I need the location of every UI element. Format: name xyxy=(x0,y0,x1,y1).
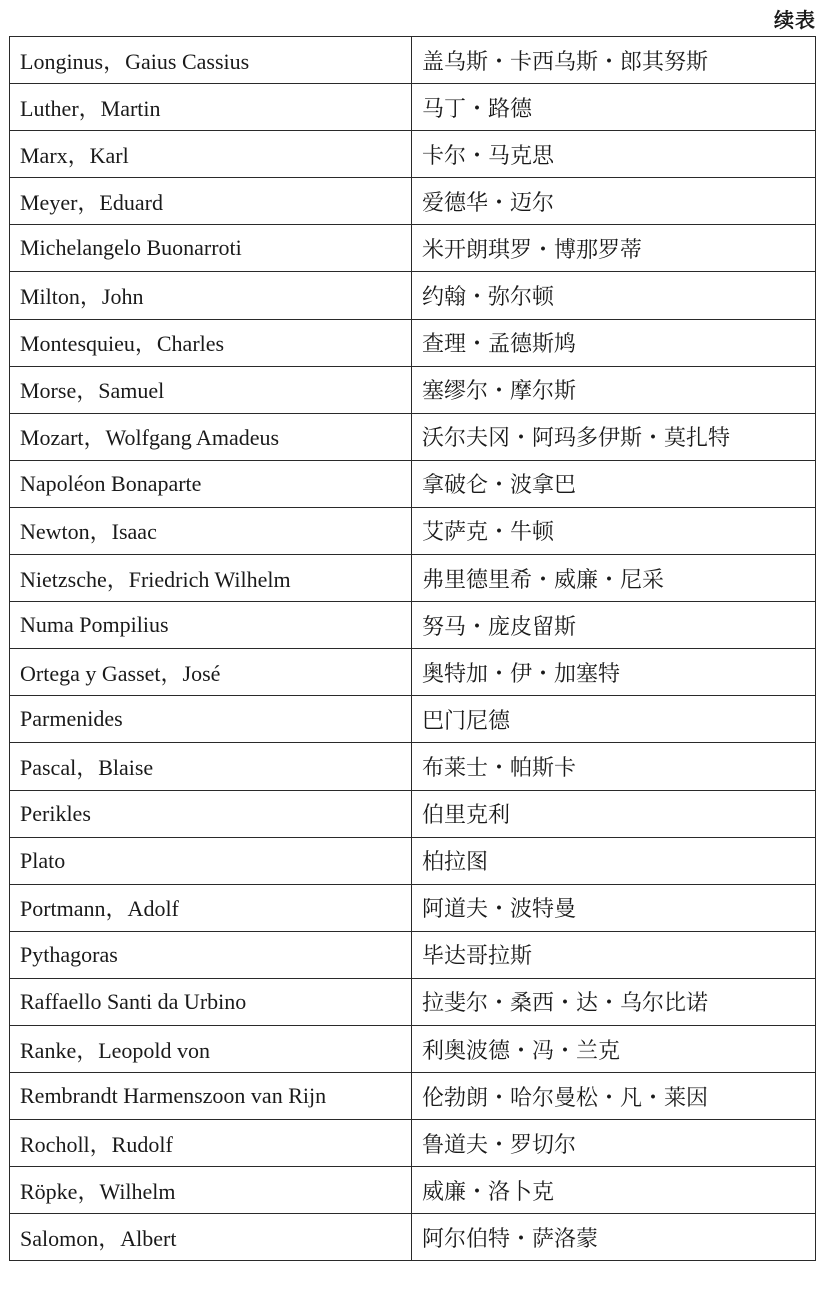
chinese-name-cell: 鲁道夫・罗切尔 xyxy=(412,1120,816,1167)
western-name-cell: Newton，Isaac xyxy=(10,507,412,554)
table-row xyxy=(10,602,816,649)
chinese-name-cell: 艾萨克・牛顿 xyxy=(412,507,816,554)
western-name-cell: Parmenides xyxy=(10,696,412,743)
chinese-name-cell: 爱德华・迈尔 xyxy=(412,178,816,225)
western-name-cell: Plato xyxy=(10,837,412,884)
western-name-cell: Numa Pompilius xyxy=(10,602,412,649)
chinese-name-cell: 卡尔・马克思 xyxy=(412,131,816,178)
western-name-cell: Pascal，Blaise xyxy=(10,743,412,790)
chinese-name-cell: 拿破仑・波拿巴 xyxy=(412,460,816,507)
chinese-name-cell: 弗里德里希・威廉・尼采 xyxy=(412,555,816,602)
table-row xyxy=(10,1073,816,1120)
table-row xyxy=(10,931,816,978)
chinese-name-cell: 约翰・弥尔顿 xyxy=(412,272,816,319)
western-name-cell: Nietzsche，Friedrich Wilhelm xyxy=(10,555,412,602)
table-row xyxy=(10,84,816,131)
table-row xyxy=(10,978,816,1025)
chinese-name-cell: 塞缪尔・摩尔斯 xyxy=(412,366,816,413)
name-translation-table xyxy=(9,36,816,1261)
western-name-cell: Montesquieu，Charles xyxy=(10,319,412,366)
western-name-cell: Marx，Karl xyxy=(10,131,412,178)
western-name-cell: Salomon，Albert xyxy=(10,1214,412,1261)
table-row xyxy=(10,319,816,366)
chinese-name-cell: 奥特加・伊・加塞特 xyxy=(412,649,816,696)
table-row xyxy=(10,555,816,602)
table-row xyxy=(10,507,816,554)
chinese-name-cell: 阿道夫・波特曼 xyxy=(412,884,816,931)
western-name-cell: Portmann，Adolf xyxy=(10,884,412,931)
continued-table-label: 续表 xyxy=(774,8,816,32)
table-row xyxy=(10,790,816,837)
table-row xyxy=(10,649,816,696)
table-row xyxy=(10,696,816,743)
chinese-name-cell: 巴门尼德 xyxy=(412,696,816,743)
table-row xyxy=(10,837,816,884)
chinese-name-cell: 利奥波德・冯・兰克 xyxy=(412,1025,816,1072)
chinese-name-cell: 盖乌斯・卡西乌斯・郎其努斯 xyxy=(412,37,816,84)
chinese-name-cell: 查理・孟德斯鸠 xyxy=(412,319,816,366)
table-body xyxy=(10,37,816,1261)
table-row xyxy=(10,1167,816,1214)
chinese-name-cell: 沃尔夫冈・阿玛多伊斯・莫扎特 xyxy=(412,413,816,460)
western-name-cell: Pythagoras xyxy=(10,931,412,978)
western-name-cell: Rocholl，Rudolf xyxy=(10,1120,412,1167)
chinese-name-cell: 伯里克利 xyxy=(412,790,816,837)
chinese-name-cell: 布莱士・帕斯卡 xyxy=(412,743,816,790)
western-name-cell: Ranke，Leopold von xyxy=(10,1025,412,1072)
chinese-name-cell: 米开朗琪罗・博那罗蒂 xyxy=(412,225,816,272)
western-name-cell: Ortega y Gasset，José xyxy=(10,649,412,696)
table-row xyxy=(10,37,816,84)
table-row xyxy=(10,743,816,790)
western-name-cell: Perikles xyxy=(10,790,412,837)
table-row xyxy=(10,272,816,319)
chinese-name-cell: 阿尔伯特・萨洛蒙 xyxy=(412,1214,816,1261)
table-row xyxy=(10,131,816,178)
western-name-cell: Mozart，Wolfgang Amadeus xyxy=(10,413,412,460)
table-row xyxy=(10,460,816,507)
table-row xyxy=(10,1214,816,1261)
western-name-cell: Raffaello Santi da Urbino xyxy=(10,978,412,1025)
western-name-cell: Röpke，Wilhelm xyxy=(10,1167,412,1214)
western-name-cell: Longinus，Gaius Cassius xyxy=(10,37,412,84)
chinese-name-cell: 毕达哥拉斯 xyxy=(412,931,816,978)
table-row xyxy=(10,413,816,460)
chinese-name-cell: 威廉・洛卜克 xyxy=(412,1167,816,1214)
table-row xyxy=(10,884,816,931)
chinese-name-cell: 拉斐尔・桑西・达・乌尔比诺 xyxy=(412,978,816,1025)
chinese-name-cell: 伦勃朗・哈尔曼松・凡・莱因 xyxy=(412,1073,816,1120)
chinese-name-cell: 柏拉图 xyxy=(412,837,816,884)
table-row xyxy=(10,1025,816,1072)
western-name-cell: Michelangelo Buonarroti xyxy=(10,225,412,272)
western-name-cell: Napoléon Bonaparte xyxy=(10,460,412,507)
western-name-cell: Luther，Martin xyxy=(10,84,412,131)
western-name-cell: Milton，John xyxy=(10,272,412,319)
western-name-cell: Rembrandt Harmenszoon van Rijn xyxy=(10,1073,412,1120)
table-row xyxy=(10,178,816,225)
table-row xyxy=(10,225,816,272)
chinese-name-cell: 马丁・路德 xyxy=(412,84,816,131)
chinese-name-cell: 努马・庞皮留斯 xyxy=(412,602,816,649)
table-row xyxy=(10,1120,816,1167)
table-row xyxy=(10,366,816,413)
western-name-cell: Meyer，Eduard xyxy=(10,178,412,225)
western-name-cell: Morse，Samuel xyxy=(10,366,412,413)
